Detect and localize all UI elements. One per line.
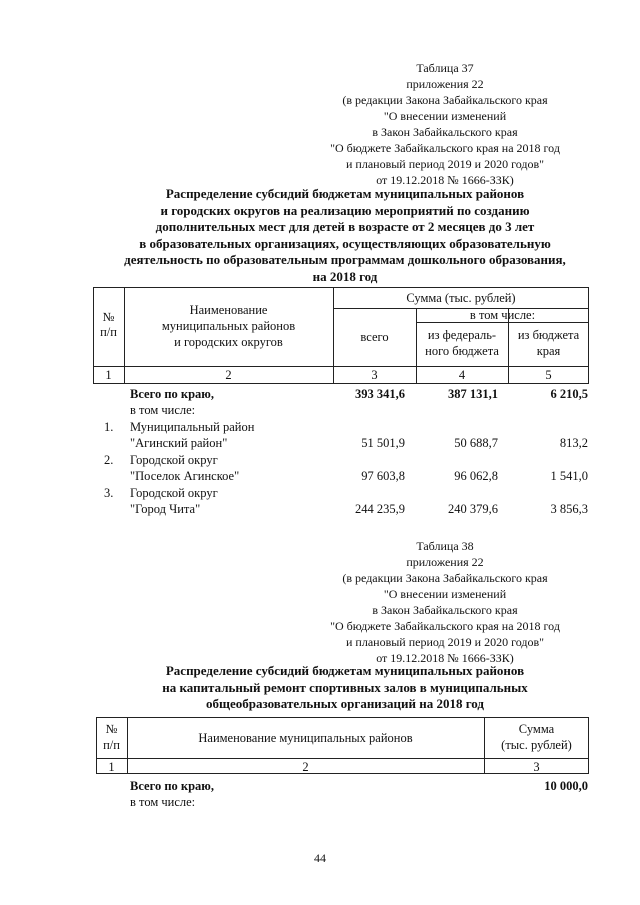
- t37-header-total: всего: [360, 330, 389, 344]
- t37-caption: [300, 60, 590, 188]
- row-name: Городской округ: [130, 453, 218, 467]
- t37-header-name: Наименование: [189, 303, 268, 317]
- row-total: 51 501,9: [361, 436, 405, 450]
- row-reg: 3 856,3: [550, 502, 588, 516]
- title-line: дополнительных мест для детей в возрасте от 2 месяцев до 3 лет: [155, 219, 535, 234]
- row-num: 3.: [104, 486, 114, 500]
- t37-header-name: и городских округов: [174, 335, 283, 349]
- row-name: "Поселок Агинское": [130, 469, 240, 483]
- title-line: Распределение субсидий бюджетам муниципальных районов: [165, 186, 525, 201]
- t37-incl-label: в том числе:: [130, 403, 196, 417]
- t37-header-reg: края: [536, 344, 561, 358]
- caption-line: от 19.12.2018 № 1666-ЗЗК): [376, 651, 514, 665]
- title-line: деятельность по образовательным программам дошкольного образования,: [124, 252, 566, 267]
- caption-line: "О внесении изменений: [383, 587, 507, 601]
- t37-header-reg: из бюджета: [517, 328, 580, 342]
- row-name: Городской округ: [130, 486, 218, 500]
- t38-caption: [300, 538, 590, 666]
- t37-colnum: 2: [225, 368, 232, 382]
- caption-line: и плановый период 2019 и 2020 годов": [345, 157, 545, 171]
- title-line: на капитальный ремонт спортивных залов в муниципальных: [162, 679, 528, 695]
- title-line: Распределение субсидий бюджетам муниципальных районов: [165, 663, 525, 678]
- t37-header-num: п/п: [100, 325, 117, 339]
- t37-header-fed: из федераль-: [427, 328, 497, 342]
- t38-header-num: №: [105, 722, 118, 736]
- t38-colnum: 3: [533, 760, 540, 774]
- title-line: общеобразовательных организаций на 2018 год: [205, 696, 485, 711]
- row-name: Муниципальный район: [130, 420, 255, 434]
- t38-title: [95, 663, 595, 713]
- t37-colnum: 4: [458, 368, 466, 382]
- caption-line: (в редакции Закона Забайкальского края: [342, 93, 548, 107]
- t37-colnum: 1: [105, 368, 112, 382]
- caption-line: (в редакции Закона Забайкальского края: [342, 571, 548, 585]
- title-line: и городских округов на реализацию мероприятий по созданию: [160, 202, 530, 218]
- t37-colnum: 3: [371, 368, 378, 382]
- caption-line: от 19.12.2018 № 1666-ЗЗК): [376, 173, 514, 187]
- t38-header-num: п/п: [103, 738, 120, 752]
- row-total: 244 235,9: [355, 502, 405, 516]
- t38-colnum: 1: [108, 760, 115, 774]
- t37-total-reg: 6 210,5: [550, 387, 588, 401]
- row-reg: 1 541,0: [550, 469, 588, 483]
- caption-line: и плановый период 2019 и 2020 годов": [345, 635, 545, 649]
- t37-total-label: Всего по краю,: [130, 387, 214, 401]
- t38-incl-label: в том числе:: [130, 795, 196, 809]
- row-fed: 96 062,8: [454, 469, 498, 483]
- t37-header-incl: в том числе:: [469, 308, 536, 322]
- row-fed: 240 379,6: [448, 502, 498, 516]
- caption-line: "О бюджете Забайкальского края на 2018 год: [330, 619, 560, 633]
- caption-line: Таблица 37: [416, 61, 474, 75]
- row-reg: 813,2: [559, 436, 588, 450]
- caption-line: Таблица 38: [416, 539, 474, 553]
- row-total: 97 603,8: [361, 469, 405, 483]
- t37-total-sum: 393 341,6: [355, 387, 405, 401]
- t38-colnum: 2: [302, 760, 309, 774]
- caption-line: в Закон Забайкальского края: [372, 125, 518, 139]
- t37-total-fed: 387 131,1: [448, 387, 498, 401]
- row-fed: 50 688,7: [454, 436, 498, 450]
- caption-line: в Закон Забайкальского края: [372, 603, 518, 617]
- caption-line: "О внесении изменений: [383, 109, 507, 123]
- page-number: 44: [314, 851, 326, 865]
- t37-colnum: 5: [545, 368, 552, 382]
- title-line: в образовательных организациях, осуществляющих образовательную: [139, 235, 551, 251]
- t38-header-sum: (тыс. рублей): [501, 738, 572, 752]
- caption-line: приложения 22: [406, 555, 484, 569]
- title-line: на 2018 год: [312, 268, 378, 284]
- caption-line: "О бюджете Забайкальского края на 2018 год: [330, 141, 560, 155]
- t38-total-sum: 10 000,0: [544, 779, 588, 793]
- t38-total-label: Всего по краю,: [130, 779, 214, 793]
- t37-header-num: №: [102, 310, 115, 324]
- t37-header-name: муниципальных районов: [161, 319, 296, 333]
- t38-header-name: Наименование муниципальных районов: [198, 731, 413, 745]
- row-name: "Город Чита": [130, 502, 201, 516]
- t37-header-fed: ного бюджета: [425, 344, 499, 358]
- t37-header-sum: Сумма (тыс. рублей): [406, 291, 516, 305]
- row-name: "Агинский район": [130, 436, 228, 450]
- row-num: 1.: [104, 420, 114, 434]
- t37-title: [95, 186, 595, 285]
- caption-line: приложения 22: [406, 77, 484, 91]
- t38-header-sum: Сумма: [518, 722, 555, 736]
- row-num: 2.: [104, 453, 114, 467]
